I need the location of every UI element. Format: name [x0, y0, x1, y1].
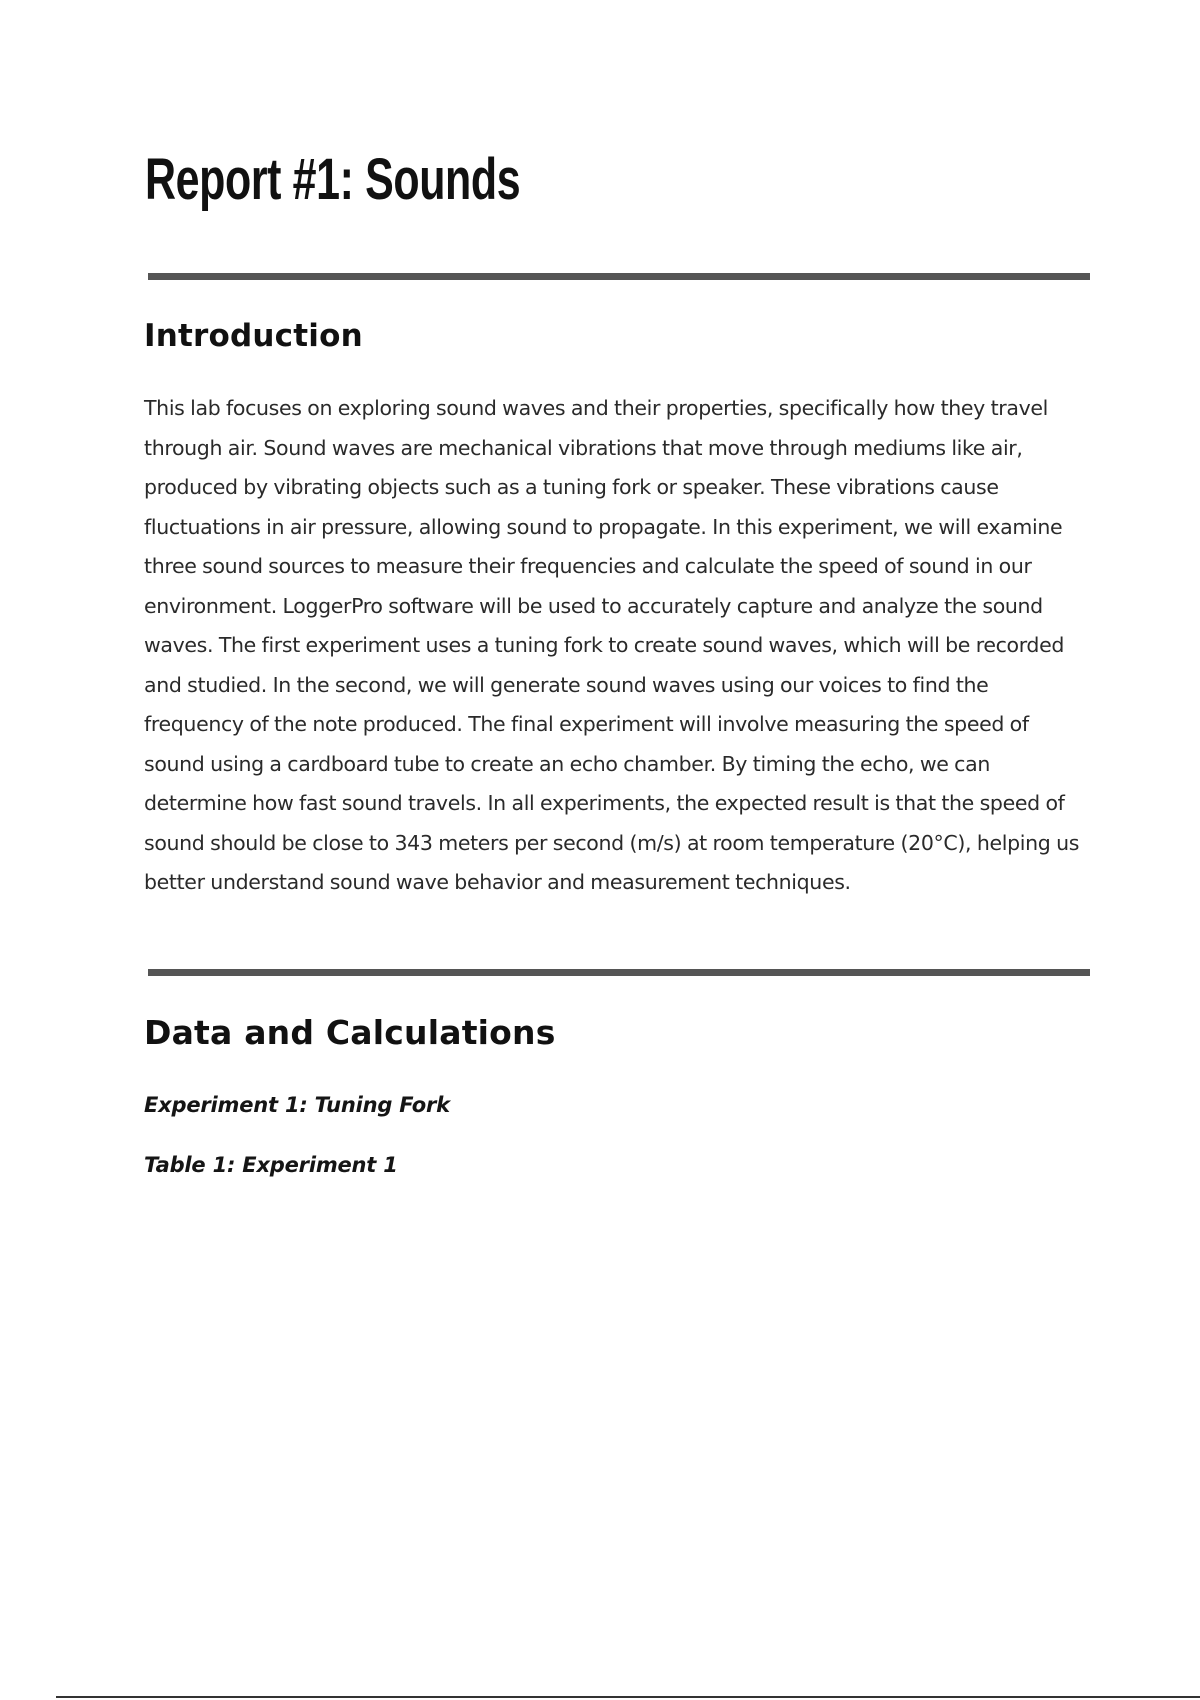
- data-calculations-heading: Data and Calculations: [144, 1013, 556, 1052]
- section-divider-middle: [148, 969, 1090, 976]
- introduction-heading: Introduction: [144, 318, 363, 354]
- experiment-1-caption: Experiment 1: Tuning Fork: [144, 1093, 450, 1117]
- page-bottom-line: [56, 1696, 1200, 1698]
- introduction-paragraph: This lab focuses on exploring sound waves and their properties, specifically how they travel through air. Sound waves are mechanical vibrations that move through mediums like air, produced by vibrating objects such as a tuning fork or speaker. These vibrations cause fluctuations in air pressure, allowing sound to propagate. In this experiment, we will examine three sound sources to measure their frequencies and calculate the speed of sound in our environment. LoggerPro software will be used to accurately capture and analyze the sound waves. The first experiment uses a tuning fork to create sound waves, which will be recorded and studied. In the second, we will generate sound waves using our voices to find the frequency of the note produced. The final experiment will involve measuring the speed of sound using a cardboard tube to create an echo chamber. By timing the echo, we can determine how fast sound travels. In all experiments, the expected result is that the speed of sound should be close to 343 meters per second (m/s) at room temperature (20°C), helping us better understand sound wave behavior and measurement techniques.: [144, 396, 1080, 894]
- table-1-caption: Table 1: Experiment 1: [144, 1153, 398, 1177]
- section-divider-top: [148, 273, 1090, 280]
- report-title: Report #1: Sounds: [145, 147, 521, 212]
